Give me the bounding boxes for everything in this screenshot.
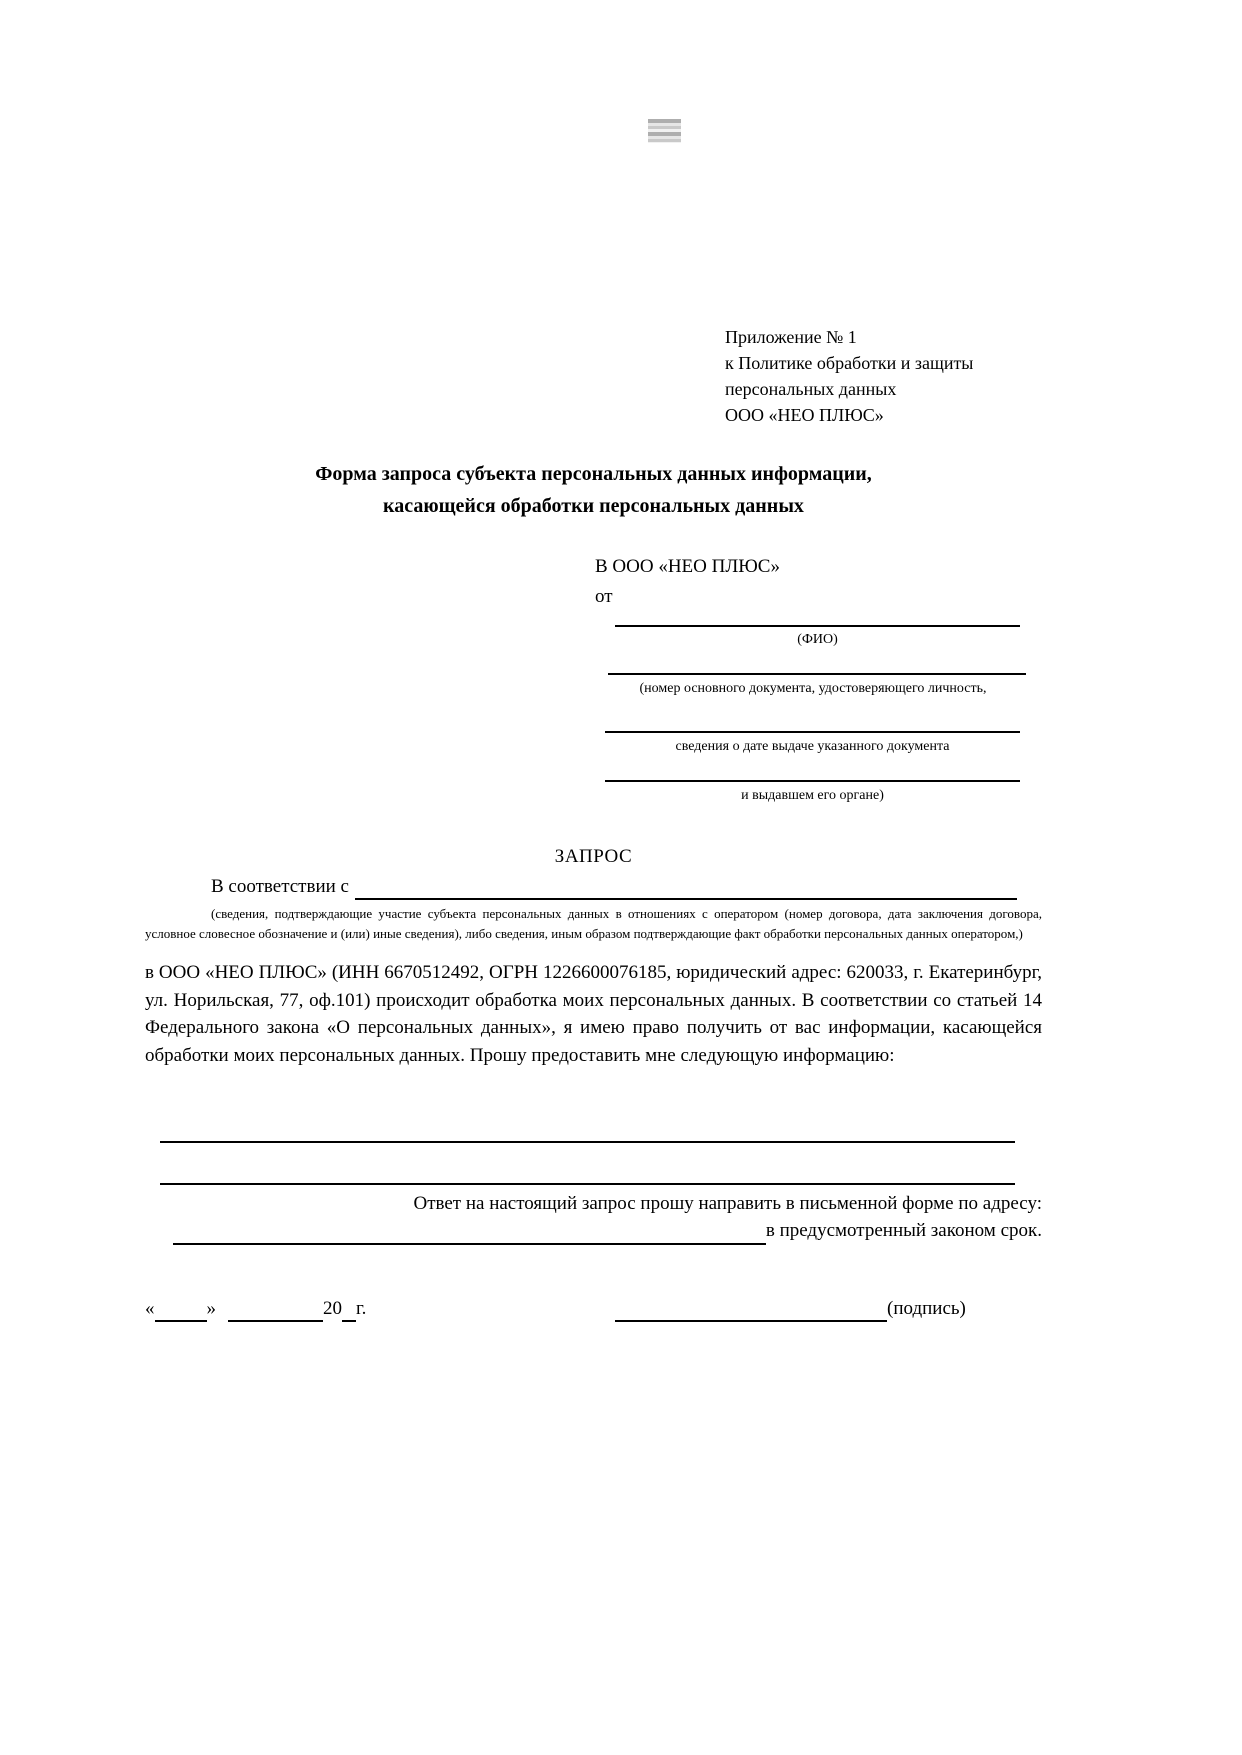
request-heading: ЗАПРОС — [554, 846, 633, 867]
reply-deadline-text: в предусмотренный законом срок. — [765, 1220, 1042, 1241]
date-close-quote: » — [206, 1298, 216, 1319]
date-year-prefix: 20 — [323, 1298, 342, 1319]
requested-info-field-line-2[interactable] — [160, 1183, 1015, 1185]
request-intro-row — [145, 876, 1017, 900]
request-body-paragraph: в ООО «НЕО ПЛЮС» (ИНН 6670512492, ОГРН 1226600076185, юридический адрес: 620033, г. Екатеринбург, ул. Норильская, 77, оф.101) происходит обработка моих персональных данных. В соответствии со статьей 14 Федерального закона «О персональных данных», я имею право получить от вас информации, касающейся обработки моих персональных данных. Прошу предоставить мне следующую информацию: — [145, 962, 1042, 1067]
fio-field-label: (ФИО) — [797, 632, 838, 647]
annex-header — [725, 324, 973, 428]
addressee-from: от — [595, 586, 613, 607]
date-year-suffix: г. — [356, 1298, 367, 1319]
annex-line: ООО «НЕО ПЛЮС» — [725, 405, 884, 425]
date-fill-row — [145, 1298, 366, 1322]
paragraph-indent — [145, 876, 211, 900]
date-month-field-line[interactable] — [228, 1298, 323, 1322]
document-number-field-line[interactable] — [608, 673, 1026, 675]
issuing-authority-field-label: и выдавшем его органе) — [741, 788, 884, 803]
issuing-authority-field-line[interactable] — [605, 780, 1020, 782]
date-spacer — [216, 1298, 228, 1322]
fio-field-line[interactable] — [615, 625, 1020, 627]
requested-info-field-line-1[interactable] — [160, 1141, 1015, 1143]
annex-line: персональных данных — [725, 379, 897, 399]
page-title-line1: Форма запроса субъекта персональных данных информации, — [315, 463, 872, 485]
issue-date-field-line[interactable] — [605, 731, 1020, 733]
reply-address-row — [145, 1220, 1042, 1245]
signature-label: (подпись) — [887, 1298, 966, 1319]
signature-row — [615, 1298, 966, 1322]
signature-field-line[interactable] — [615, 1298, 887, 1322]
date-day-field-line[interactable] — [155, 1298, 207, 1322]
addressee-to: В ООО «НЕО ПЛЮС» — [595, 556, 780, 577]
image-placeholder-icon — [648, 119, 681, 143]
basis-field-line[interactable] — [355, 876, 1017, 900]
annex-line: к Политике обработки и защиты — [725, 353, 974, 373]
annex-line: Приложение № 1 — [725, 327, 857, 347]
date-open-quote: « — [145, 1298, 155, 1319]
document-number-field-label: (номер основного документа, удостоверяющего личность, — [639, 681, 987, 696]
issue-date-field-label: сведения о дате выдаче указанного документа — [675, 739, 950, 754]
request-intro-text: В соответствии с — [211, 876, 349, 897]
page-title-line2: касающейся обработки персональных данных — [383, 495, 804, 517]
date-year-field-line[interactable] — [342, 1298, 356, 1322]
reply-address-field-line[interactable] — [173, 1220, 766, 1245]
reply-address-sentence: Ответ на настоящий запрос прошу направить в письменной форме по адресу: — [413, 1193, 1042, 1214]
basis-explanation-note: (сведения, подтверждающие участие субъекта персональных данных в отношениях с оператором (номер договора, дата заключения договора, условное словесное обозначение и (или) иные сведения), либо сведения, иным образом подтверждающие факт обработки персональных данных оператором,) — [145, 906, 1042, 941]
page-title — [145, 458, 1042, 522]
